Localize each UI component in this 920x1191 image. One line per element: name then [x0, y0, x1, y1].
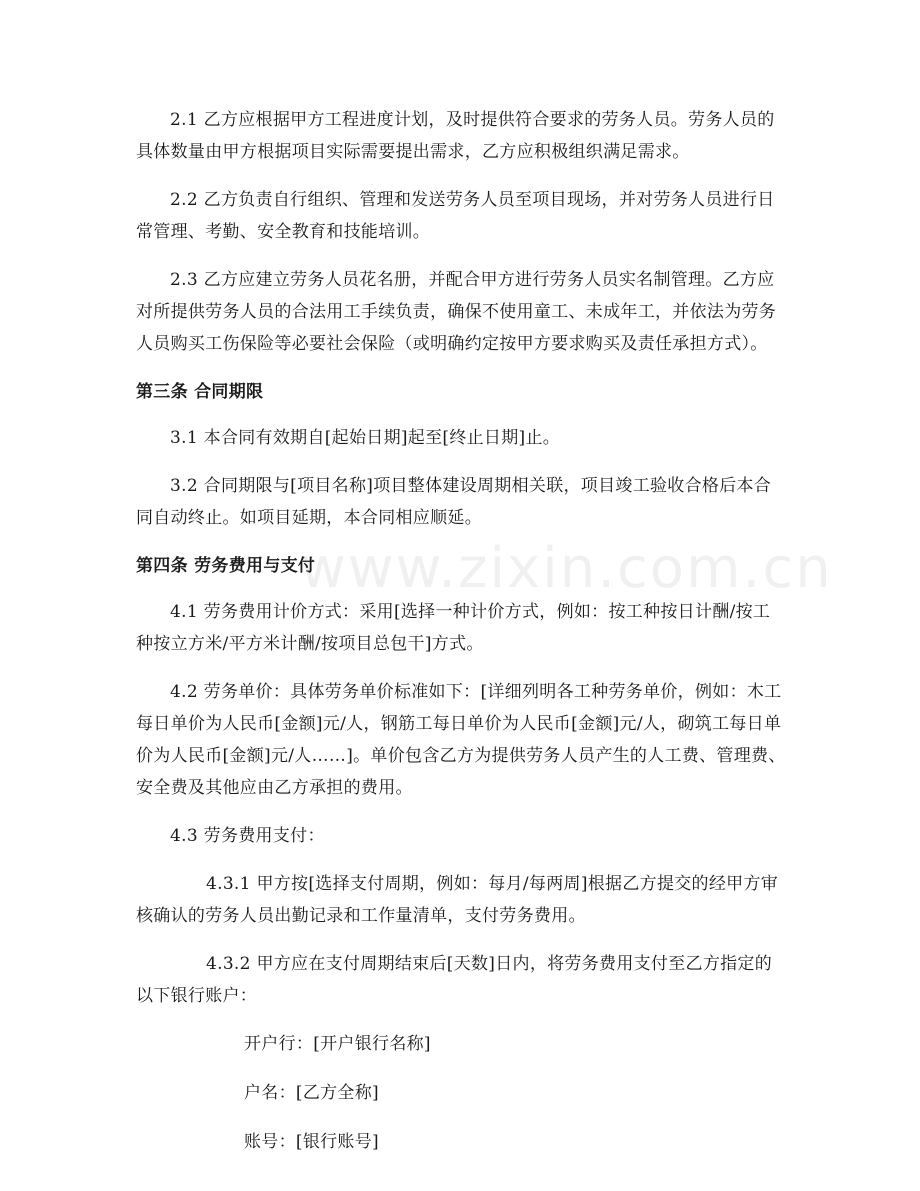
clause-2-1: 2.1 乙方应根据甲方工程进度计划，及时提供符合要求的劳务人员。劳务人员的具体数量由甲方根据项目实际需要提出需求，乙方应积极组织满足需求。 — [136, 110, 775, 162]
account-number-line: 账号：[银行账号] — [244, 1132, 379, 1152]
watermark: www.zixin.com.cn — [300, 536, 833, 601]
clause-3-1: 3.1 本合同有效期自[起始日期]起至[终止日期]止。 — [170, 428, 561, 448]
clause-4-1: 4.1 劳务费用计价方式：采用[选择一种计价方式，例如：按工种按日计酬/按工种按立方米/平方米计酬/按项目总包干]方式。 — [136, 602, 771, 654]
article-3-heading: 第三条 合同期限 — [136, 382, 264, 402]
clause-4-3-2: 4.3.2 甲方应在支付周期结束后[天数]日内，将劳务费用支付至乙方指定的以下银行账户： — [136, 954, 773, 1006]
document-body — [136, 104, 786, 1175]
article-4-heading: 第四条 劳务费用与支付 — [136, 556, 316, 576]
clause-4-2: 4.2 劳务单价：具体劳务单价标准如下：[详细列明各工种劳务单价，例如：木工每日单价为人民币[金额]元/人，钢筋工每日单价为人民币[金额]元/人，砌筑工每日单价为人民币[金额]元/人……]。单价包含乙方为提供劳务人员产生的人工费、管理费、安全费及其他应由乙方承担的费用。 — [136, 682, 786, 798]
clause-3-2: 3.2 合同期限与[项目名称]项目整体建设周期相关联，项目竣工验收合格后本合同自动终止。如项目延期，本合同相应顺延。 — [136, 476, 772, 528]
clause-4-3-1: 4.3.1 甲方按[选择支付周期，例如：每月/每两周]根据乙方提交的经甲方审核确认的劳务人员出勤记录和工作量清单，支付劳务费用。 — [136, 874, 779, 926]
bank-name-line: 开户行：[开户银行名称] — [244, 1034, 431, 1054]
account-name-line: 户名：[乙方全称] — [244, 1083, 379, 1103]
clause-2-3: 2.3 乙方应建立劳务人员花名册，并配合甲方进行劳务人员实名制管理。乙方应对所提供劳务人员的合法用工手续负责，确保不使用童工、未成年工，并依法为劳务人员购买工伤保险等必要社会保险（或明确约定按甲方要求购买及责任承担方式）。 — [136, 270, 777, 354]
clause-2-2: 2.2 乙方负责自行组织、管理和发送劳务人员至项目现场，并对劳务人员进行日常管理、考勤、安全教育和技能培训。 — [136, 190, 775, 242]
clause-4-3: 4.3 劳务费用支付： — [170, 826, 325, 846]
